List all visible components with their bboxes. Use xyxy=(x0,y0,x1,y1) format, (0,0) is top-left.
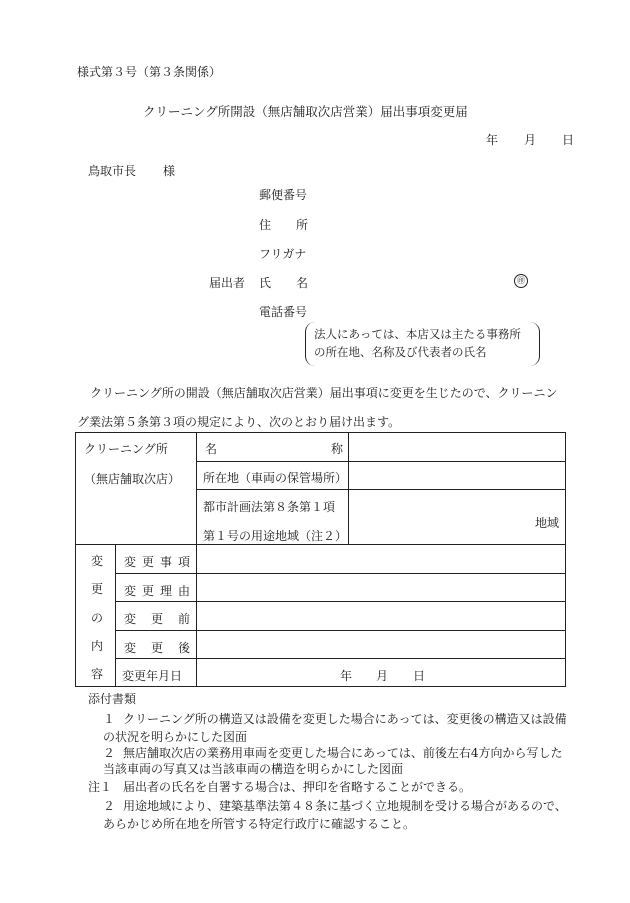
spaced-char: 更 xyxy=(150,641,163,655)
zoning-label-2: 第１号の用途地域（注２） xyxy=(203,529,348,543)
name-label-1: 氏 xyxy=(259,276,272,290)
corporate-note-line1: 法人にあっては、本店又は主たる事務所 xyxy=(314,327,521,341)
address-label-1: 住 xyxy=(259,218,272,232)
spaced-char: 変 xyxy=(124,612,137,626)
change-date-month: 月 xyxy=(376,669,389,683)
spaced-char: 変 xyxy=(124,555,137,569)
notifier-label: 届出者 xyxy=(209,276,246,290)
change-item-label xyxy=(124,553,190,570)
note-1-text: 届出者の氏名を自署する場合は、押印を省略することができる。 xyxy=(123,780,472,794)
spaced-char: 後 xyxy=(177,641,190,655)
note-2-line1: 用途地域により、建築基準法第４８条に基づく立地規制を受ける場合があるので、 xyxy=(123,799,567,813)
postal-code-label: 郵便番号 xyxy=(259,188,308,202)
form-number: 様式第３号（第３条関係） xyxy=(77,65,222,79)
spaced-char: 更 xyxy=(141,555,154,569)
change-vertical-char-1: 変 xyxy=(91,554,104,568)
spaced-char: 変 xyxy=(124,641,137,655)
change-date-day: 日 xyxy=(413,669,426,683)
name-label-2: 名 xyxy=(296,276,309,290)
spaced-char: 由 xyxy=(177,584,190,598)
change-vertical-char-2: 更 xyxy=(91,582,104,596)
attachment-2-number: ２ xyxy=(103,746,116,760)
facility-name-label-2: 称 xyxy=(331,442,344,456)
zoning-suffix: 地域 xyxy=(535,516,560,530)
spaced-char: 理 xyxy=(159,584,172,598)
note-2-line2: あらかじめ所在地を所管する特定行政庁に確認すること。 xyxy=(103,817,416,831)
change-reason-label xyxy=(124,582,190,599)
attachment-2-line1: 無店舗取次店の業務用車両を変更した場合にあっては、前後左右4方向から写した xyxy=(123,746,563,760)
zoning-label-1: 都市計画法第８条第１項 xyxy=(203,500,336,514)
corporate-note-line2: の所在地、名称及び代表者の氏名 xyxy=(314,345,487,359)
spaced-char: 事 xyxy=(159,555,172,569)
attachments-heading: 添付書類 xyxy=(88,692,137,706)
addressee: 鳥取市長 xyxy=(88,164,137,178)
change-date-year: 年 xyxy=(340,669,353,683)
after-change-label xyxy=(124,639,190,656)
facility-location-label: 所在地（車両の保管場所） xyxy=(203,471,348,485)
attachment-1-line2: の状況を明らかにした図面 xyxy=(103,730,248,744)
note-2-number: ２ xyxy=(103,799,116,813)
addressee-honorific: 様 xyxy=(163,164,176,178)
spaced-char: 変 xyxy=(124,584,137,598)
document-title: クリーニング所開設（無店舗取次店営業）届出事項変更届 xyxy=(143,104,468,119)
phone-label: 電話番号 xyxy=(259,305,308,319)
statement-line2: グ業法第５条第３項の規定により、次のとおり届け出ます。 xyxy=(77,415,401,429)
seal-mark: ㊞ xyxy=(514,274,528,288)
spaced-char: 更 xyxy=(150,612,163,626)
facility-name-label-1: 名 xyxy=(205,442,218,456)
attachment-1-line1: クリーニング所の構造又は設備を変更した場合にあっては、変更後の構造又は設備 xyxy=(123,712,567,726)
facility-group-label-1: クリーニング所 xyxy=(84,442,168,456)
furigana-label: フリガナ xyxy=(259,247,307,261)
address-label-2: 所 xyxy=(296,218,309,232)
date-month-label: 月 xyxy=(524,133,537,147)
date-day-label: 日 xyxy=(562,133,575,147)
change-vertical-char-5: 容 xyxy=(91,667,104,681)
before-change-label xyxy=(124,610,190,627)
facility-group-label-2: （無店舗取次店） xyxy=(84,472,181,486)
statement-line1: クリーニング所の開設（無店舗取次店営業）届出事項に変更を生じたので、クリーニン xyxy=(90,386,558,400)
spaced-char: 項 xyxy=(177,555,190,569)
note-1-label: 注１ xyxy=(88,780,113,794)
spaced-char: 前 xyxy=(177,612,190,626)
attachment-2-line2: 当該車両の写真又は当該車両の構造を明らかにした図面 xyxy=(103,762,404,776)
change-vertical-char-4: 内 xyxy=(91,639,104,653)
date-year-label: 年 xyxy=(486,133,499,147)
spaced-char: 更 xyxy=(141,584,154,598)
change-date-label: 変更年月日 xyxy=(122,669,183,683)
change-vertical-char-3: の xyxy=(91,611,104,625)
attachment-1-number: １ xyxy=(103,712,116,726)
